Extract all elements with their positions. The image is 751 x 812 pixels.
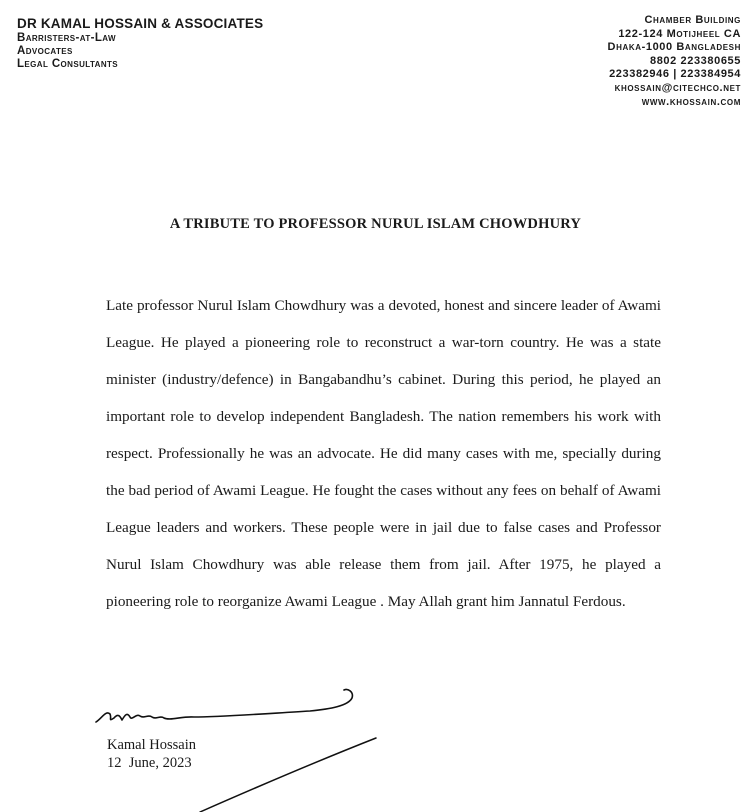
website-line: www.khossain.com (641, 95, 741, 108)
phone-line: 223382946 | 223384954 (609, 68, 741, 81)
tribute-body (106, 287, 661, 620)
address-line: Chamber Building (644, 14, 741, 26)
letterhead-left (17, 16, 263, 71)
signatory-name: Kamal Hossain (107, 737, 196, 753)
body-paragraph: Late professor Nurul Islam Chowdhury was a devoted, honest and sincere leader of Awami League. He played a pioneering role to reconstruct a war-torn country. He was a state minister (industry/defence) in Bangabandhu’s cabinet. During this period, he played an important role to develop independent Bangladesh. The nation remembers his work with respect. Professionally he was an advocate. He did many cases with me, specially during the bad period of Awami League. He fought the cases without any fees on behalf of Awami League leaders and workers. These people were in jail due to false cases and Professor Nurul Islam Chowdhury was able release them from jail. After 1975, he played a pioneering role to reorganize Awami League . May Allah grant him Jannatul Ferdous. (106, 297, 661, 610)
address-line: 122-124 Motijheel CA (618, 27, 741, 40)
letterhead-contact (608, 14, 741, 109)
firm-descriptor: Legal Consultants (17, 58, 119, 70)
email-line: khossain@citechco.net (614, 81, 741, 94)
firm-name: DR KAMAL HOSSAIN & ASSOCIATES (17, 16, 264, 31)
phone-line: 8802 223380655 (650, 54, 741, 67)
signature-date: 12 June, 2023 (107, 755, 192, 771)
address-line: Dhaka-1000 Bangladesh (607, 41, 741, 54)
document-title: A TRIBUTE TO PROFESSOR NURUL ISLAM CHOWDHURY (169, 216, 582, 232)
firm-descriptor: Advocates (17, 45, 73, 57)
firm-descriptor: Barristers-at-Law (17, 32, 116, 44)
